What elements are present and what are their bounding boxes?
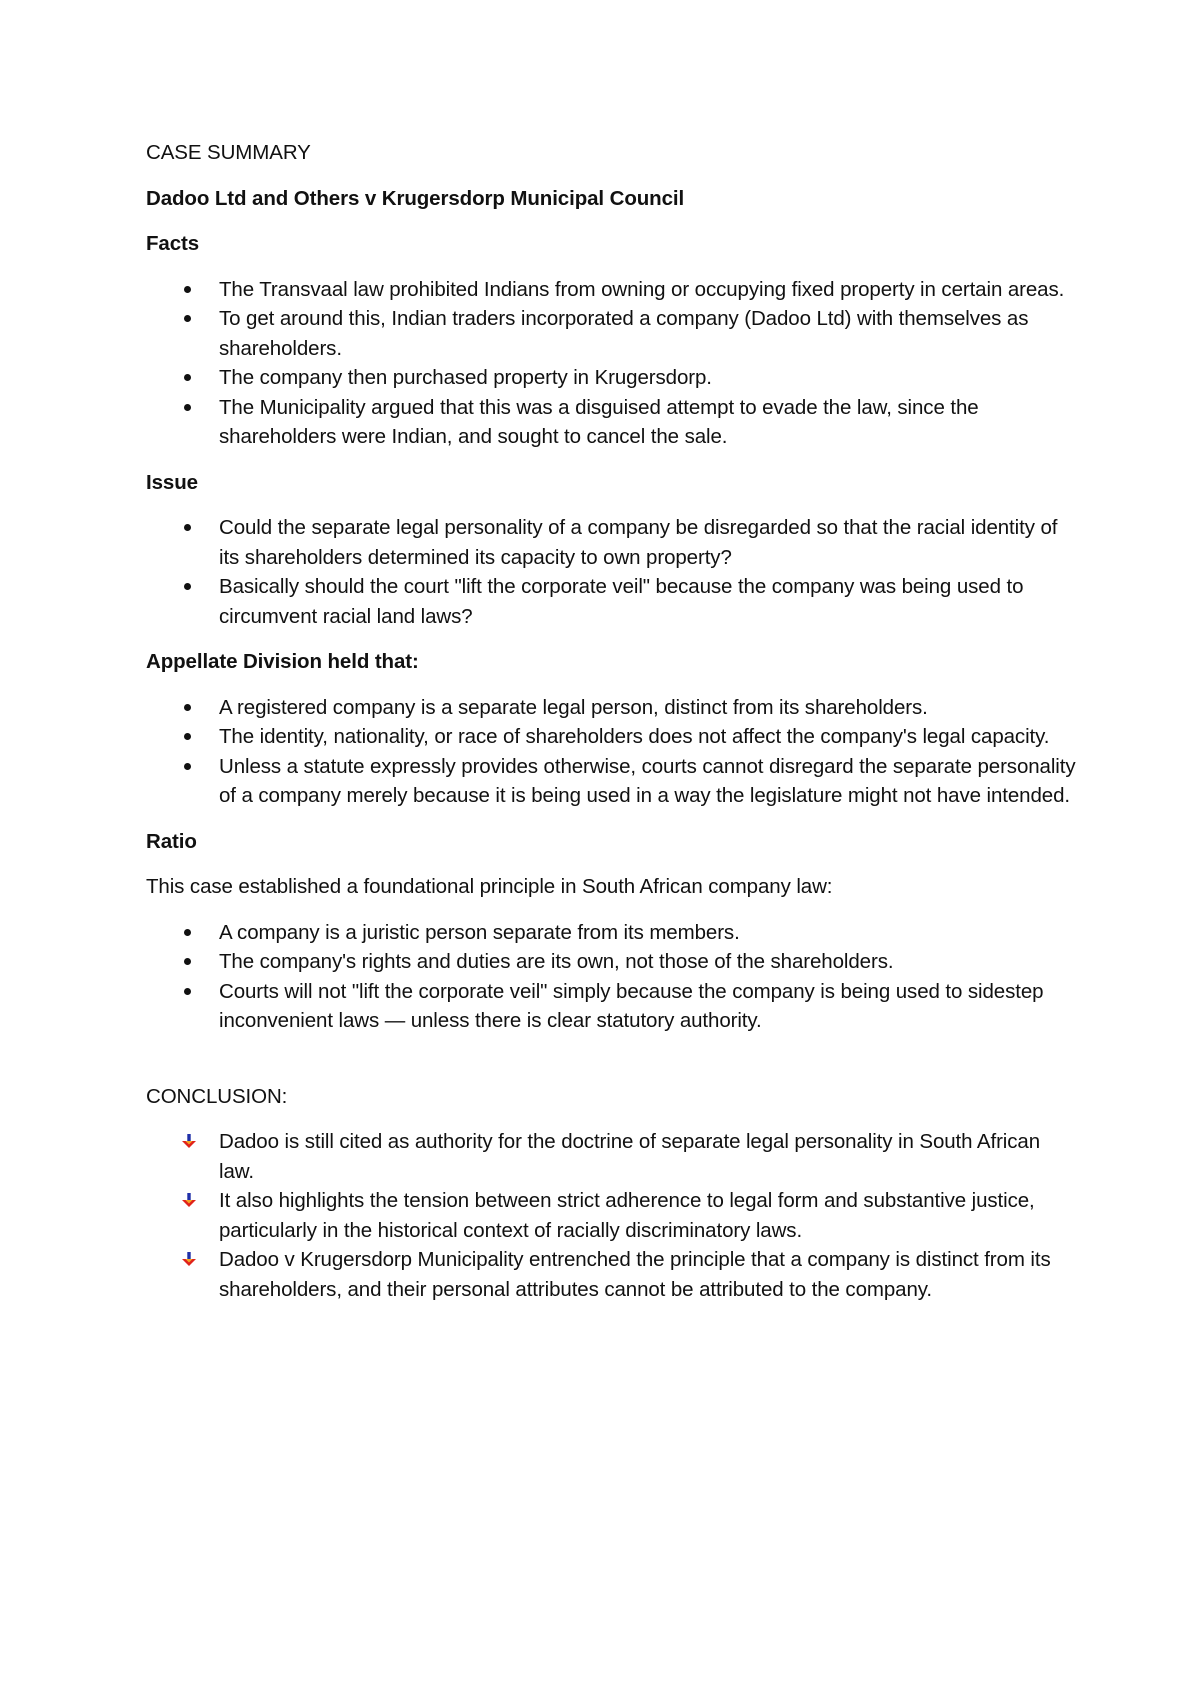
- arrow-down-bullet-icon: [181, 1192, 197, 1208]
- list-item: [146, 918, 1076, 948]
- list-item-text: The Transvaal law prohibited Indians from owning or occupying fixed property in certain areas.: [219, 277, 1065, 301]
- bullet-dot-icon: [184, 404, 191, 411]
- list-item-text: Could the separate legal personality of a company be disregarded so that the racial identity of its shareholders determined its capacity to own property?: [219, 516, 1058, 569]
- case-name: Dadoo Ltd and Others v Krugersdorp Municipal Council: [146, 186, 685, 210]
- ratio-list: [146, 918, 1076, 1036]
- bullet-dot-icon: [184, 374, 191, 381]
- list-item-text: It also highlights the tension between strict adherence to legal form and substantive justice, particularly in the historical context of racially discriminatory laws.: [219, 1189, 1035, 1242]
- list-item-text: A registered company is a separate legal person, distinct from its shareholders.: [219, 695, 928, 719]
- list-item: [146, 1186, 1076, 1245]
- list-item-text: Dadoo v Krugersdorp Municipality entrenched the principle that a company is distinct from its shareholders, and their personal attributes cannot be attributed to the company.: [219, 1248, 1051, 1301]
- list-item: [146, 393, 1076, 452]
- list-item-text: The company's rights and duties are its own, not those of the shareholders.: [219, 950, 894, 973]
- document-title: CASE SUMMARY: [146, 141, 311, 164]
- facts-list: [146, 275, 1076, 452]
- bullet-dot-icon: [184, 958, 191, 965]
- list-item: [146, 572, 1076, 631]
- bullet-dot-icon: [184, 988, 191, 995]
- bullet-dot-icon: [184, 763, 191, 770]
- arrow-down-bullet-icon: [181, 1133, 197, 1149]
- list-item-text: Basically should the court "lift the corporate veil" because the company was being used to circumvent racial land laws?: [219, 575, 1024, 628]
- facts-heading: Facts: [146, 232, 200, 255]
- list-item: [146, 693, 1076, 723]
- list-item: [146, 275, 1076, 305]
- ratio-intro: This case established a foundational principle in South African company law:: [146, 875, 833, 898]
- list-item: [146, 304, 1076, 363]
- list-item: [146, 722, 1076, 752]
- list-item: [146, 363, 1076, 393]
- list-item: [146, 1127, 1076, 1186]
- list-item-text: Unless a statute expressly provides otherwise, courts cannot disregard the separate personality of a company merely because it is being used in a way the legislature might not have intended.: [219, 754, 1076, 807]
- list-item: [146, 977, 1076, 1036]
- list-item: [146, 1245, 1076, 1304]
- list-item-text: The identity, nationality, or race of shareholders does not affect the company's legal capacity.: [219, 725, 1050, 748]
- bullet-dot-icon: [184, 583, 191, 590]
- arrow-down-bullet-icon: [181, 1251, 197, 1267]
- list-item: [146, 513, 1076, 572]
- conclusion-list: [146, 1127, 1076, 1304]
- list-item-text: Dadoo is still cited as authority for the doctrine of separate legal personality in South African law.: [219, 1130, 1041, 1183]
- held-heading: Appellate Division held that:: [146, 650, 419, 673]
- list-item-text: The Municipality argued that this was a disguised attempt to evade the law, since the shareholders were Indian, and sought to cancel the sale.: [219, 395, 979, 448]
- blank-line: [146, 1052, 1076, 1082]
- conclusion-heading: CONCLUSION:: [146, 1084, 288, 1108]
- bullet-dot-icon: [184, 286, 191, 293]
- ratio-heading: Ratio: [146, 829, 197, 853]
- list-item: [146, 947, 1076, 977]
- issue-list: [146, 513, 1076, 631]
- bullet-dot-icon: [184, 929, 191, 936]
- list-item-text: A company is a juristic person separate from its members.: [219, 920, 740, 944]
- list-item-text: To get around this, Indian traders incorporated a company (Dadoo Ltd) with themselves as shareholders.: [219, 307, 1029, 360]
- held-list: [146, 693, 1076, 811]
- issue-heading: Issue: [146, 470, 198, 494]
- bullet-dot-icon: [184, 733, 191, 740]
- document-page: [146, 138, 1076, 1304]
- bullet-dot-icon: [184, 704, 191, 711]
- bullet-dot-icon: [184, 315, 191, 322]
- bullet-dot-icon: [184, 524, 191, 531]
- list-item-text: Courts will not "lift the corporate veil" simply because the company is being used to sidestep inconvenient laws — unless there is clear statutory authority.: [219, 979, 1044, 1032]
- list-item: [146, 752, 1076, 811]
- list-item-text: The company then purchased property in Krugersdorp.: [219, 366, 712, 389]
